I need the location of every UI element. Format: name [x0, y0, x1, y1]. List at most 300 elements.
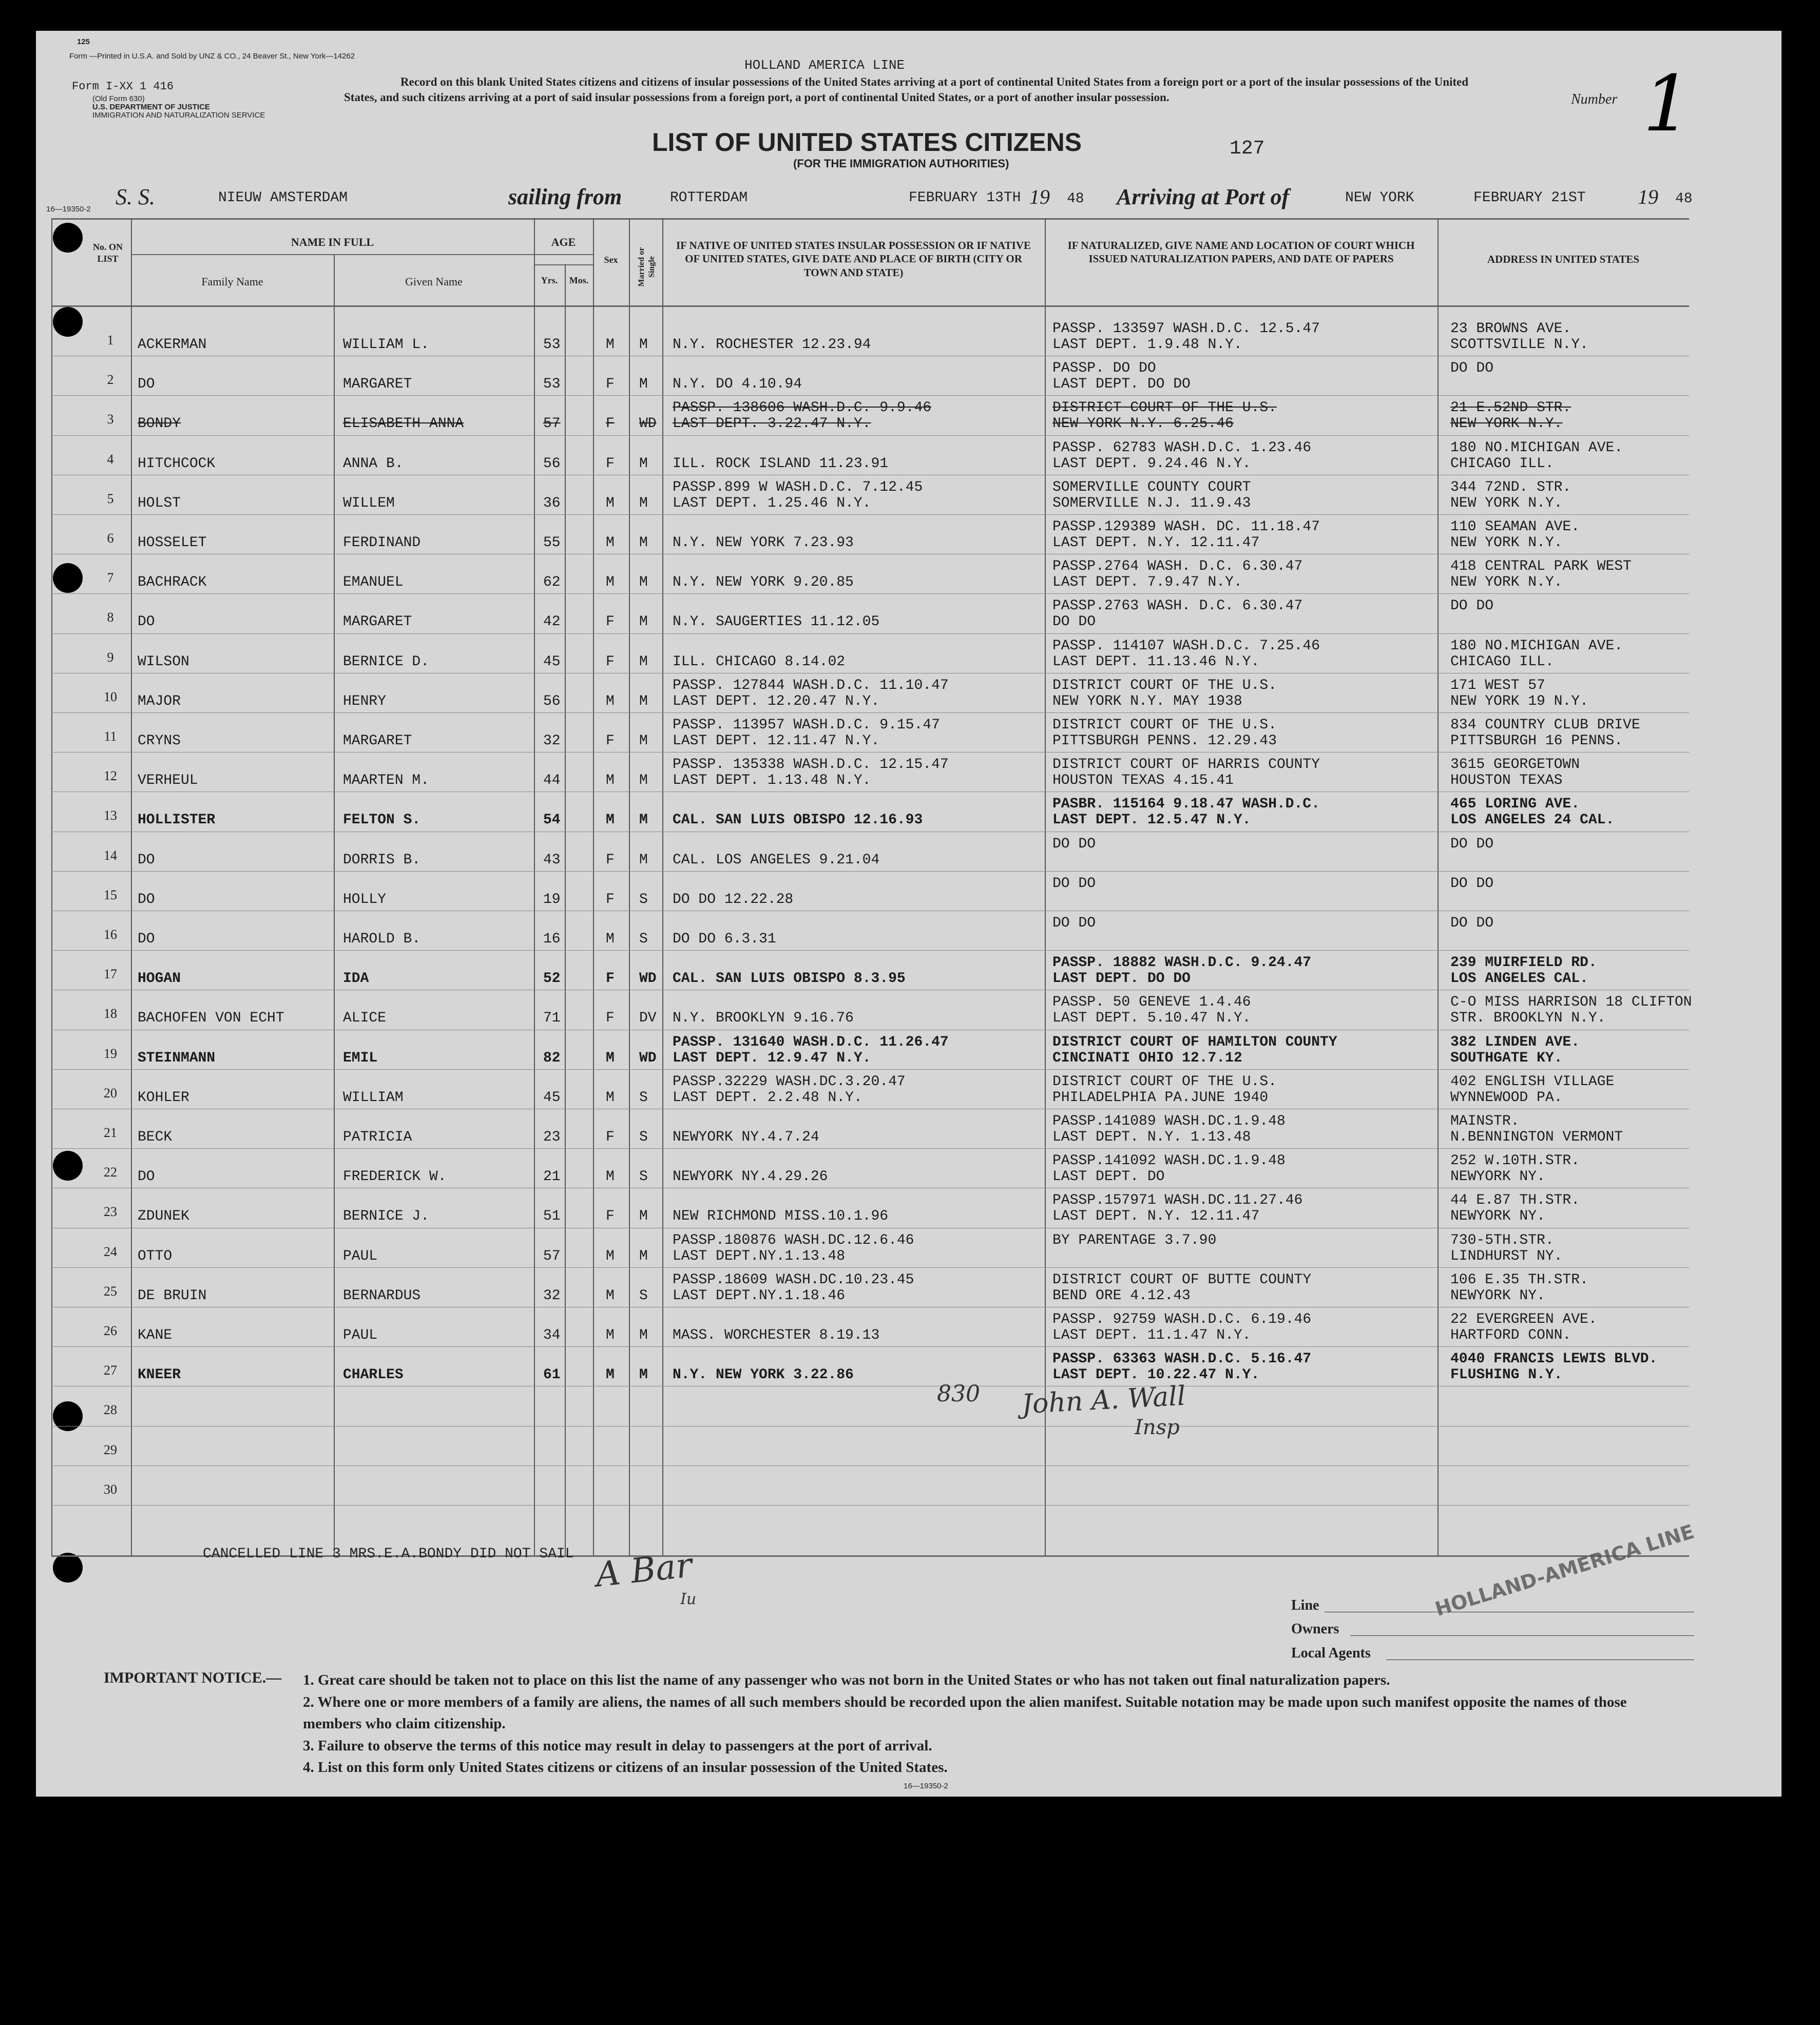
cell-family: HOLST	[138, 495, 181, 511]
line-number: 10	[104, 689, 117, 704]
cell-birth: NEW RICHMOND MISS.10.1.96	[673, 1208, 889, 1225]
cell-given: WILLIAM L.	[343, 337, 430, 353]
cell-family: HOSSELET	[138, 535, 207, 551]
col-rule	[1045, 218, 1046, 1555]
cell-birth-2: LAST DEPT. 12.9.47 N.Y.	[673, 1050, 871, 1066]
cell-address: DO DO	[1450, 915, 1494, 931]
company-name: HOLLAND AMERICA LINE	[744, 57, 905, 73]
cell-naturalization-2: LAST DEPT. 5.10.47 N.Y.	[1052, 1010, 1251, 1027]
cell-birth: N.Y. SAUGERTIES 11.12.05	[673, 614, 880, 630]
cell-ms: S	[639, 1169, 648, 1185]
cell-birth: N.Y. NEW YORK 7.23.93	[673, 535, 854, 551]
cell-family: MAJOR	[138, 693, 181, 709]
cell-naturalization-2: LAST DEPT. N.Y. 12.11.47	[1052, 1208, 1260, 1225]
line-number: 7	[107, 570, 114, 586]
cell-naturalization: PASSP.2763 WASH. D.C. 6.30.47	[1052, 598, 1303, 614]
cell-naturalization: PASSP. 114107 WASH.D.C. 7.25.46	[1052, 638, 1320, 654]
arrive-date: FEBRUARY 21ST	[1473, 190, 1586, 206]
line-number: 23	[104, 1204, 117, 1220]
cell-address: DO DO	[1450, 598, 1494, 614]
cell-sex: F	[606, 1129, 615, 1145]
cell-sex: M	[606, 337, 615, 353]
cell-ms: M	[639, 1327, 648, 1343]
cell-sex: F	[606, 376, 615, 393]
cell-given: IDA	[343, 971, 369, 987]
cell-birth-2: LAST DEPT. 1.25.46 N.Y.	[673, 495, 871, 511]
cell-naturalization: PASSP. 18882 WASH.D.C. 9.24.47	[1052, 955, 1312, 971]
cell-ms: S	[639, 1287, 648, 1304]
cell-naturalization-2: LAST DEPT. 11.1.47 N.Y.	[1052, 1327, 1251, 1343]
line-number: 9	[107, 649, 114, 665]
cell-ms: M	[639, 1248, 648, 1264]
cell-naturalization-2: BEND ORE 4.12.43	[1052, 1287, 1191, 1304]
col-rule	[593, 218, 594, 1555]
row-rule	[51, 435, 1689, 436]
cell-address-2: HOUSTON TEXAS	[1450, 773, 1563, 789]
cell-age: 71	[543, 1010, 561, 1027]
cell-given: FREDERICK W.	[343, 1169, 447, 1185]
cell-family: DE BRUIN	[138, 1287, 207, 1304]
cell-naturalization: DO DO	[1052, 915, 1096, 931]
cell-given: MARGARET	[343, 733, 412, 749]
cell-birth: PASSP.18609 WASH.DC.10.23.45	[673, 1271, 914, 1288]
line-number: 11	[104, 729, 117, 744]
header-family-name: Family Name	[201, 275, 263, 288]
cell-age: 45	[543, 653, 561, 670]
cell-age: 62	[543, 574, 561, 591]
cell-ms: M	[639, 733, 648, 749]
cell-address: 465 LORING AVE.	[1450, 796, 1580, 813]
cell-birth: PASSP.32229 WASH.DC.3.20.47	[673, 1073, 906, 1090]
cell-family: HITCHCOCK	[138, 455, 216, 472]
cell-address: 252 W.10TH.STR.	[1450, 1153, 1580, 1169]
cell-naturalization: PASBR. 115164 9.18.47 WASH.D.C.	[1052, 796, 1320, 813]
cell-naturalization: DO DO	[1052, 875, 1096, 892]
department: U.S. DEPARTMENT OF JUSTICE	[92, 103, 210, 111]
line-number: 22	[104, 1165, 117, 1180]
number-label: Number	[1571, 91, 1618, 107]
inspector-signature: John A. Wall	[1021, 1380, 1186, 1420]
form-number: Form I-XX 1 416	[72, 80, 174, 93]
cell-naturalization-2: LAST DEPT. 1.9.48 N.Y.	[1052, 337, 1242, 353]
col-rule	[534, 218, 535, 1555]
cell-address-2: SCOTTSVILLE N.Y.	[1450, 337, 1588, 353]
punch-hole	[53, 563, 83, 593]
cell-sex: M	[606, 1050, 615, 1066]
cell-age: 51	[543, 1208, 561, 1225]
cell-ms: M	[639, 653, 648, 670]
footer-code: 16—19350-2	[904, 1782, 948, 1790]
cell-birth: MASS. WORCHESTER 8.19.13	[673, 1327, 880, 1343]
cell-address-2: NEW YORK N.Y.	[1450, 535, 1563, 551]
cell-birth: PASSP.899 W WASH.D.C. 7.12.45	[673, 479, 923, 495]
port-from: ROTTERDAM	[670, 190, 748, 206]
cell-birth: PASSP.180876 WASH.DC.12.6.46	[673, 1232, 914, 1248]
cell-birth: PASSP. 138606 WASH.D.C. 9.9.46	[673, 400, 932, 416]
cell-address-2: FLUSHING N.Y.	[1450, 1367, 1563, 1383]
cell-address: 4040 FRANCIS LEWIS BLVD.	[1450, 1351, 1658, 1367]
cell-given: MAARTEN M.	[343, 773, 430, 789]
cell-age: 36	[543, 495, 561, 511]
line-number: 21	[104, 1125, 117, 1140]
cell-address-2: NEW YORK N.Y.	[1450, 495, 1563, 511]
cell-address: 44 E.87 TH.STR.	[1450, 1192, 1580, 1209]
cell-naturalization: DISTRICT COURT OF THE U.S.	[1052, 1073, 1277, 1090]
cell-naturalization-2: LAST DEPT. DO	[1052, 1169, 1165, 1185]
cell-family: VERHEUL	[138, 773, 198, 789]
cell-naturalization-2: LAST DEPT. N.Y. 12.11.47	[1052, 535, 1260, 551]
name-subheader-rule	[131, 254, 593, 255]
cell-naturalization: PASSP. 50 GENEVE 1.4.46	[1052, 994, 1251, 1011]
cell-age: 56	[543, 455, 561, 472]
cell-given: PAUL	[343, 1327, 378, 1343]
cell-ms: M	[639, 455, 648, 472]
cell-sex: M	[606, 574, 615, 591]
cell-birth-2: LAST DEPT.NY.1.18.46	[673, 1287, 846, 1304]
cell-address: 21 E.52ND STR.	[1450, 400, 1572, 416]
cell-address-2: LINDHURST NY.	[1450, 1248, 1563, 1264]
cell-birth: PASSP. 127844 WASH.D.C. 11.10.47	[673, 677, 949, 693]
cell-age: 82	[543, 1050, 561, 1066]
cell-family: DO	[138, 891, 155, 908]
inspector-title: Insp	[1135, 1416, 1180, 1439]
cell-ms: WD	[639, 1050, 657, 1066]
arriving-label: Arriving at Port of	[1117, 184, 1290, 209]
cell-sex: F	[606, 891, 615, 908]
cell-birth-2: LAST DEPT. 2.2.48 N.Y.	[673, 1089, 863, 1106]
cell-family: KNEER	[138, 1367, 181, 1383]
row-rule	[51, 712, 1689, 713]
notice-item-3: 3. Failure to observe the terms of this notice may result in delay to passengers at the port of arrival.	[303, 1738, 932, 1754]
cell-naturalization: BY PARENTAGE 3.7.90	[1052, 1232, 1217, 1248]
arrive-year-prefix: 19	[1638, 185, 1658, 208]
cell-address-2: CHICAGO ILL.	[1450, 455, 1554, 472]
cell-address: 106 E.35 TH.STR.	[1450, 1271, 1588, 1288]
cell-age: 16	[543, 931, 561, 947]
cell-birth: N.Y. DO 4.10.94	[673, 376, 802, 393]
cell-birth-2: LAST DEPT.NY.1.13.48	[673, 1248, 846, 1264]
cell-birth: DO DO 6.3.31	[673, 931, 776, 947]
side-code: 16—19350-2	[46, 205, 91, 214]
cell-naturalization-2: HOUSTON TEXAS 4.15.41	[1052, 773, 1234, 789]
cell-family: KOHLER	[138, 1089, 189, 1106]
header-married: Married or Single	[637, 247, 656, 287]
cell-address: C-O MISS HARRISON 18 CLIFTON	[1450, 994, 1692, 1011]
cell-naturalization-2: LAST DEPT. DO DO	[1052, 971, 1191, 987]
row-rule	[51, 395, 1689, 396]
cell-age: 21	[543, 1169, 561, 1185]
cell-family: OTTO	[138, 1248, 173, 1264]
cell-family: DO	[138, 614, 155, 630]
cell-address-2: PITTSBURGH 16 PENNS.	[1450, 733, 1623, 749]
line-number: 29	[104, 1442, 117, 1457]
arrive-year: 48	[1675, 191, 1693, 207]
cell-age: 32	[543, 733, 561, 749]
row-rule	[51, 1465, 1689, 1466]
sail-date: FEBRUARY 13TH	[909, 190, 1021, 206]
punch-hole	[53, 1401, 83, 1431]
row-rule	[51, 871, 1689, 872]
cell-ms: M	[639, 337, 648, 353]
handwritten-number: 1	[1643, 60, 1692, 149]
cell-naturalization: DISTRICT COURT OF BUTTE COUNTY	[1052, 1271, 1312, 1288]
cell-given: FELTON S.	[343, 812, 421, 828]
cell-family: BONDY	[138, 416, 181, 432]
notice-item-2: 2. Where one or more members of a family are aliens, the names of all such members should be recorded upon the alien manifest. Suitable notation may be made upon such manifest opposite the names of those members who claim citizenship.	[303, 1694, 1627, 1732]
cell-given: BERNICE J.	[343, 1208, 430, 1225]
cell-address: DO DO	[1450, 836, 1494, 852]
cell-address-2: WYNNEWOOD PA.	[1450, 1089, 1563, 1106]
cell-naturalization: DO DO	[1052, 836, 1096, 852]
line-number: 3	[107, 412, 114, 427]
cell-age: 34	[543, 1327, 561, 1343]
inspector-count: 830	[937, 1381, 980, 1407]
line-number: 8	[107, 610, 114, 625]
cell-ms: S	[639, 931, 648, 947]
cell-ms: WD	[639, 416, 657, 432]
cell-ms: M	[639, 773, 648, 789]
cell-address-2: NEWYORK NY.	[1450, 1169, 1545, 1185]
bottom-signature: A Bar	[593, 1545, 694, 1595]
line-number: 18	[104, 1006, 117, 1021]
cell-family: DO	[138, 931, 155, 947]
cell-naturalization: PASSP.2764 WASH. D.C. 6.30.47	[1052, 558, 1303, 575]
page-title: LIST OF UNITED STATES CITIZENS	[652, 128, 1082, 157]
cell-birth: ILL. ROCK ISLAND 11.23.91	[673, 455, 889, 472]
cell-naturalization-2: DO DO	[1052, 614, 1096, 630]
cell-naturalization-2: LAST DEPT. 9.24.46 N.Y.	[1052, 455, 1251, 472]
cell-birth: N.Y. ROCHESTER 12.23.94	[673, 337, 871, 353]
cell-family: HOGAN	[138, 971, 181, 987]
cell-given: PAUL	[343, 1248, 378, 1264]
cell-age: 44	[543, 773, 561, 789]
line-number: 30	[104, 1481, 117, 1497]
punch-hole	[53, 1553, 83, 1583]
cell-birth-2: LAST DEPT. 12.11.47 N.Y.	[673, 733, 880, 749]
cell-address-2: HARTFORD CONN.	[1450, 1327, 1572, 1343]
cell-family: WILSON	[138, 653, 189, 670]
cell-given: PATRICIA	[343, 1129, 412, 1145]
cell-given: CHARLES	[343, 1367, 404, 1383]
cell-sex: M	[606, 1089, 615, 1106]
cell-given: DORRIS B.	[343, 852, 421, 868]
cell-family: HOLLISTER	[138, 812, 216, 828]
cell-ms: M	[639, 693, 648, 709]
sailing-label: sailing from	[508, 184, 622, 209]
punch-hole	[53, 1151, 83, 1181]
cell-ms: M	[639, 535, 648, 551]
cell-ms: DV	[639, 1010, 657, 1027]
cell-address: 22 EVERGREEN AVE.	[1450, 1312, 1597, 1327]
manifest-sheet	[36, 31, 1781, 1797]
line-number: 2	[107, 372, 114, 388]
cell-given: HENRY	[343, 693, 387, 709]
cell-ms: M	[639, 574, 648, 591]
cell-sex: F	[606, 1208, 615, 1225]
cell-given: ANNA B.	[343, 455, 404, 472]
cell-ms: S	[639, 891, 648, 908]
cell-address-2: STR. BROOKLYN N.Y.	[1450, 1010, 1606, 1027]
cell-naturalization: PASSP. 92759 WASH.D.C. 6.19.46	[1052, 1312, 1312, 1327]
cell-given: EMIL	[343, 1050, 378, 1066]
cell-age: 42	[543, 614, 561, 630]
cell-birth-2: LAST DEPT. 3.22.47 N.Y.	[673, 416, 871, 432]
cell-birth: CAL. SAN LUIS OBISPO 8.3.95	[673, 971, 906, 987]
bottom-initials: Iu	[680, 1590, 697, 1608]
cell-sex: M	[606, 1169, 615, 1185]
punch-hole	[53, 223, 83, 253]
cell-address: 180 NO.MICHIGAN AVE.	[1450, 638, 1623, 654]
cell-family: STEINMANN	[138, 1050, 216, 1066]
cell-ms: M	[639, 812, 648, 828]
cell-address-2: CHICAGO ILL.	[1450, 653, 1554, 670]
cell-address: 730-5TH.STR.	[1450, 1232, 1554, 1248]
punch-hole	[53, 307, 83, 337]
age-subheader-rule	[534, 264, 593, 265]
cell-naturalization-2: LAST DEPT. 7.9.47 N.Y.	[1052, 574, 1242, 591]
header-name-in-full: NAME IN FULL	[291, 236, 374, 248]
cell-age: 52	[543, 971, 561, 987]
cell-address: DO DO	[1450, 875, 1494, 892]
cell-sex: M	[606, 812, 615, 828]
cell-naturalization: PASSP.141089 WASH.DC.1.9.48	[1052, 1113, 1286, 1129]
line-number: 27	[104, 1363, 117, 1378]
cell-naturalization: PASSP. 133597 WASH.D.C. 12.5.47	[1052, 321, 1320, 337]
cell-ms: M	[639, 1208, 648, 1225]
row-rule	[51, 1267, 1689, 1268]
cell-age: 56	[543, 693, 561, 709]
line-number: 1	[107, 333, 114, 348]
cell-birth: ILL. CHICAGO 8.14.02	[673, 653, 846, 670]
cell-naturalization-2: PHILADELPHIA PA.JUNE 1940	[1052, 1089, 1269, 1106]
cell-naturalization-2: LAST DEPT. DO DO	[1052, 376, 1191, 393]
cell-sex: M	[606, 1248, 615, 1264]
ss-label: S. S.	[116, 184, 155, 209]
cell-address-2: NEW YORK 19 N.Y.	[1450, 693, 1588, 709]
cell-address: 110 SEAMAN AVE.	[1450, 519, 1580, 535]
cell-family: DO	[138, 852, 155, 868]
cell-address-2: LOS ANGELES CAL.	[1450, 971, 1588, 987]
line-number: 25	[104, 1283, 117, 1299]
cell-naturalization-2: PITTSBURGH PENNS. 12.29.43	[1052, 733, 1277, 749]
cell-age: 54	[543, 812, 561, 828]
cell-address: 402 ENGLISH VILLAGE	[1450, 1073, 1615, 1090]
notice-item-1: 1. Great care should be taken not to place on this list the name of any passenger who was not born in the United States or who has not taken out final naturalization papers.	[303, 1672, 1390, 1688]
cancelled-note: CANCELLED LINE 3 MRS.E.A.BONDY DID NOT SAIL	[203, 1546, 574, 1562]
cell-address: 3615 GEORGETOWN	[1450, 757, 1580, 773]
cell-sex: M	[606, 1327, 615, 1343]
cell-naturalization: PASSP. 63363 WASH.D.C. 5.16.47	[1052, 1351, 1312, 1367]
col-rule	[662, 218, 663, 1555]
cell-address: 834 COUNTRY CLUB DRIVE	[1450, 717, 1640, 733]
cell-naturalization: DISTRICT COURT OF HARRIS COUNTY	[1052, 757, 1320, 773]
cell-address: 239 MUIRFIELD RD.	[1450, 955, 1597, 971]
cell-given: BERNARDUS	[343, 1287, 421, 1304]
cell-age: 61	[543, 1367, 561, 1383]
line-number: 14	[104, 847, 117, 863]
owners-rule	[1350, 1635, 1694, 1636]
table-top-rule	[51, 218, 1689, 220]
owners-label: Owners	[1291, 1621, 1339, 1637]
instructions: Record on this blank United States citizens and citizens of insular possessions of the United States arriving at a port of continental United States from a foreign port or a port of the insular possessions of the United States, and such citizens arriving at a port of said insular possessions from a foreign port, a port of continental United States, or a port of another insular possession.	[344, 75, 1469, 104]
line-number: 20	[104, 1085, 117, 1101]
cell-given: ALICE	[343, 1010, 387, 1027]
col-rule	[1438, 218, 1439, 1555]
row-rule	[51, 633, 1689, 634]
cell-naturalization: PASSP.141092 WASH.DC.1.9.48	[1052, 1153, 1286, 1169]
cell-age: 53	[543, 376, 561, 393]
cell-naturalization-2: SOMERVILLE N.J. 11.9.43	[1052, 495, 1251, 511]
col-rule	[334, 254, 335, 1555]
cell-sex: F	[606, 733, 615, 749]
cell-naturalization: PASSP. 62783 WASH.D.C. 1.23.46	[1052, 439, 1312, 456]
line-number: 28	[104, 1402, 117, 1418]
page-subtitle: (FOR THE IMMIGRATION AUTHORITIES)	[793, 157, 1009, 170]
cell-address: 180 NO.MICHIGAN AVE.	[1450, 439, 1623, 456]
cell-birth: DO DO 12.22.28	[673, 891, 794, 908]
line-number: 19	[104, 1046, 117, 1061]
cell-sex: M	[606, 1367, 615, 1383]
printer-line: Form —Printed in U.S.A. and Sold by UNZ & CO., 24 Beaver St., New York—14262	[69, 52, 355, 61]
cell-age: 57	[543, 1248, 561, 1264]
cell-ms: S	[639, 1129, 648, 1145]
col-rule	[565, 264, 566, 1555]
cell-naturalization-2: NEW YORK N.Y. 6.25.46	[1052, 416, 1234, 432]
cell-ms: M	[639, 852, 648, 868]
header-given-name: Given Name	[405, 275, 463, 288]
notice-heading: IMPORTANT NOTICE.—	[104, 1669, 282, 1686]
agents-label: Local Agents	[1291, 1645, 1371, 1661]
table-header-rule	[51, 305, 1689, 307]
cell-given: WILLEM	[343, 495, 395, 511]
line-number: 4	[107, 451, 114, 467]
cell-ms: S	[639, 1089, 648, 1106]
cell-sex: M	[606, 773, 615, 789]
cell-birth: N.Y. NEW YORK 9.20.85	[673, 574, 854, 591]
cell-naturalization-2: LAST DEPT. 12.5.47 N.Y.	[1052, 812, 1251, 828]
line-number: 15	[104, 887, 117, 902]
cell-birth: PASSP. 131640 WASH.D.C. 11.26.47	[673, 1034, 949, 1050]
cell-address: 23 BROWNS AVE.	[1450, 321, 1572, 337]
cell-naturalization: PASSP. DO DO	[1052, 360, 1156, 377]
line-number: 5	[107, 491, 114, 506]
cell-sex: F	[606, 971, 615, 987]
row-rule	[51, 1069, 1689, 1070]
cell-age: 32	[543, 1287, 561, 1304]
header-naturalized: IF NATURALIZED, GIVE NAME AND LOCATION OF COURT WHICH ISSUED NATURALIZATION PAPERS, AND DATE OF PAPERS	[1067, 239, 1415, 265]
cell-address: MAINSTR.	[1450, 1113, 1520, 1129]
cell-naturalization: DISTRICT COURT OF THE U.S.	[1052, 677, 1277, 693]
cell-family: KANE	[138, 1327, 173, 1343]
header-age: AGE	[551, 236, 576, 248]
row-rule	[51, 1505, 1689, 1506]
row-rule	[51, 1148, 1689, 1149]
port-to: NEW YORK	[1345, 190, 1414, 206]
cell-ms: M	[639, 614, 648, 630]
cell-sex: F	[606, 416, 615, 432]
cell-address-2: NEW YORK N.Y.	[1450, 574, 1563, 591]
row-rule	[51, 593, 1689, 594]
line-number: 13	[104, 808, 117, 823]
cell-ms: M	[639, 1367, 648, 1383]
cell-sex: F	[606, 1010, 615, 1027]
col-rule	[131, 218, 132, 1555]
cell-address-2: N.BENNINGTON VERMONT	[1450, 1129, 1623, 1145]
cell-given: BERNICE D.	[343, 653, 430, 670]
cell-naturalization: DISTRICT COURT OF THE U.S.	[1052, 717, 1277, 733]
cell-given: MARGARET	[343, 614, 412, 630]
cell-age: 53	[543, 337, 561, 353]
